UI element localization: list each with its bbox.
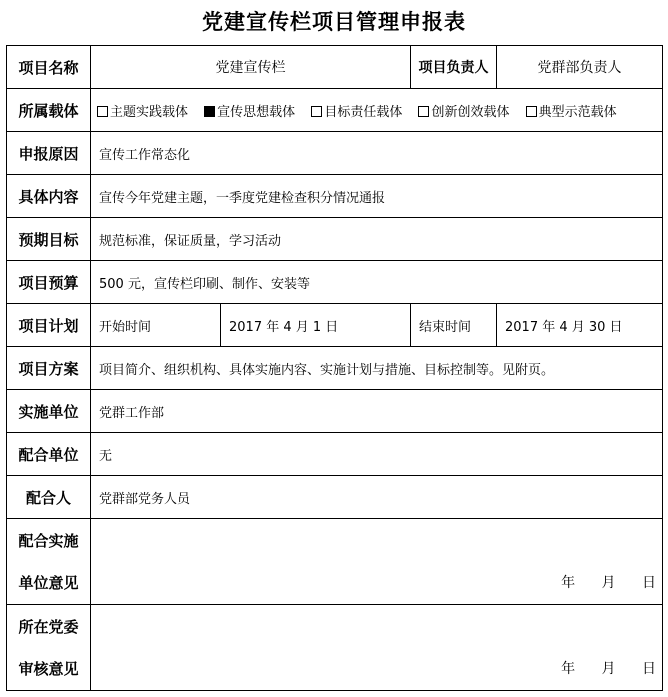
committee-opinion-year: 年 xyxy=(561,661,576,677)
form-title: 党建宣传栏项目管理申报表 xyxy=(202,9,466,34)
row-scheme xyxy=(7,347,663,390)
row-coop-unit xyxy=(7,433,663,476)
carrier-option-theme[interactable]: 主题实践载体 xyxy=(97,101,188,120)
row-budget xyxy=(7,261,663,304)
row-project-name xyxy=(7,46,663,89)
row-coop-opinion xyxy=(7,519,663,605)
row-coop-person xyxy=(7,476,663,519)
checkbox-icon[interactable] xyxy=(418,106,429,117)
coop-person-value: 党群部党务人员 xyxy=(91,476,663,519)
reason-label: 申报原因 xyxy=(7,132,91,175)
application-form-table xyxy=(6,45,663,691)
coop-opinion-label: 配合实施 单位意见 xyxy=(7,519,91,605)
coop-person-label: 配合人 xyxy=(7,476,91,519)
budget-value: 500 元，宣传栏印刷、制作、安装等 xyxy=(91,261,663,304)
unit-label: 实施单位 xyxy=(7,390,91,433)
committee-opinion-day: 日 xyxy=(642,661,656,677)
row-unit xyxy=(7,390,663,433)
coop-opinion-day: 日 xyxy=(642,575,656,591)
row-carrier xyxy=(7,89,663,132)
plan-end-label: 结束时间 xyxy=(411,304,497,347)
carrier-option-propaganda[interactable]: 宣传思想载体 xyxy=(204,101,295,120)
coop-opinion-year: 年 xyxy=(561,575,576,591)
scheme-value: 项目简介、组织机构、具体实施内容、实施计划与措施、目标控制等。见附页。 xyxy=(91,347,663,390)
carrier-option-model[interactable]: 典型示范载体 xyxy=(526,101,617,120)
plan-start-label: 开始时间 xyxy=(91,304,221,347)
checkbox-icon[interactable] xyxy=(311,106,322,117)
carrier-option-target[interactable]: 目标责任载体 xyxy=(311,101,402,120)
goal-label: 预期目标 xyxy=(7,218,91,261)
project-owner-label: 项目负责人 xyxy=(411,46,497,89)
carrier-option-innovation[interactable]: 创新创效载体 xyxy=(418,101,509,120)
plan-start-value: 2017 年 4 月 1 日 xyxy=(221,304,411,347)
checkbox-checked-icon[interactable] xyxy=(204,106,215,117)
content-label: 具体内容 xyxy=(7,175,91,218)
row-committee-opinion xyxy=(7,605,663,691)
checkbox-icon[interactable] xyxy=(526,106,537,117)
row-content xyxy=(7,175,663,218)
coop-opinion-month: 月 xyxy=(601,575,616,591)
reason-value: 宣传工作常态化 xyxy=(91,132,663,175)
coop-opinion-field[interactable] xyxy=(91,519,663,605)
project-owner-value: 党群部负责人 xyxy=(497,46,663,89)
checkbox-icon[interactable] xyxy=(97,106,108,117)
content-value: 宣传今年党建主题，一季度党建检查积分情况通报 xyxy=(91,175,663,218)
scheme-label: 项目方案 xyxy=(7,347,91,390)
row-goal xyxy=(7,218,663,261)
committee-opinion-month: 月 xyxy=(601,661,616,677)
coop-unit-value: 无 xyxy=(91,433,663,476)
project-name-label: 项目名称 xyxy=(7,46,91,89)
unit-value: 党群工作部 xyxy=(91,390,663,433)
committee-opinion-label: 所在党委 审核意见 xyxy=(7,605,91,691)
row-reason xyxy=(7,132,663,175)
row-plan xyxy=(7,304,663,347)
carrier-options xyxy=(91,89,663,132)
plan-label: 项目计划 xyxy=(7,304,91,347)
coop-unit-label: 配合单位 xyxy=(7,433,91,476)
project-name-value: 党建宣传栏 xyxy=(91,46,411,89)
plan-end-value: 2017 年 4 月 30 日 xyxy=(497,304,663,347)
committee-opinion-field[interactable] xyxy=(91,605,663,691)
carrier-label: 所属载体 xyxy=(7,89,91,132)
goal-value: 规范标准，保证质量，学习活动 xyxy=(91,218,663,261)
budget-label: 项目预算 xyxy=(7,261,91,304)
